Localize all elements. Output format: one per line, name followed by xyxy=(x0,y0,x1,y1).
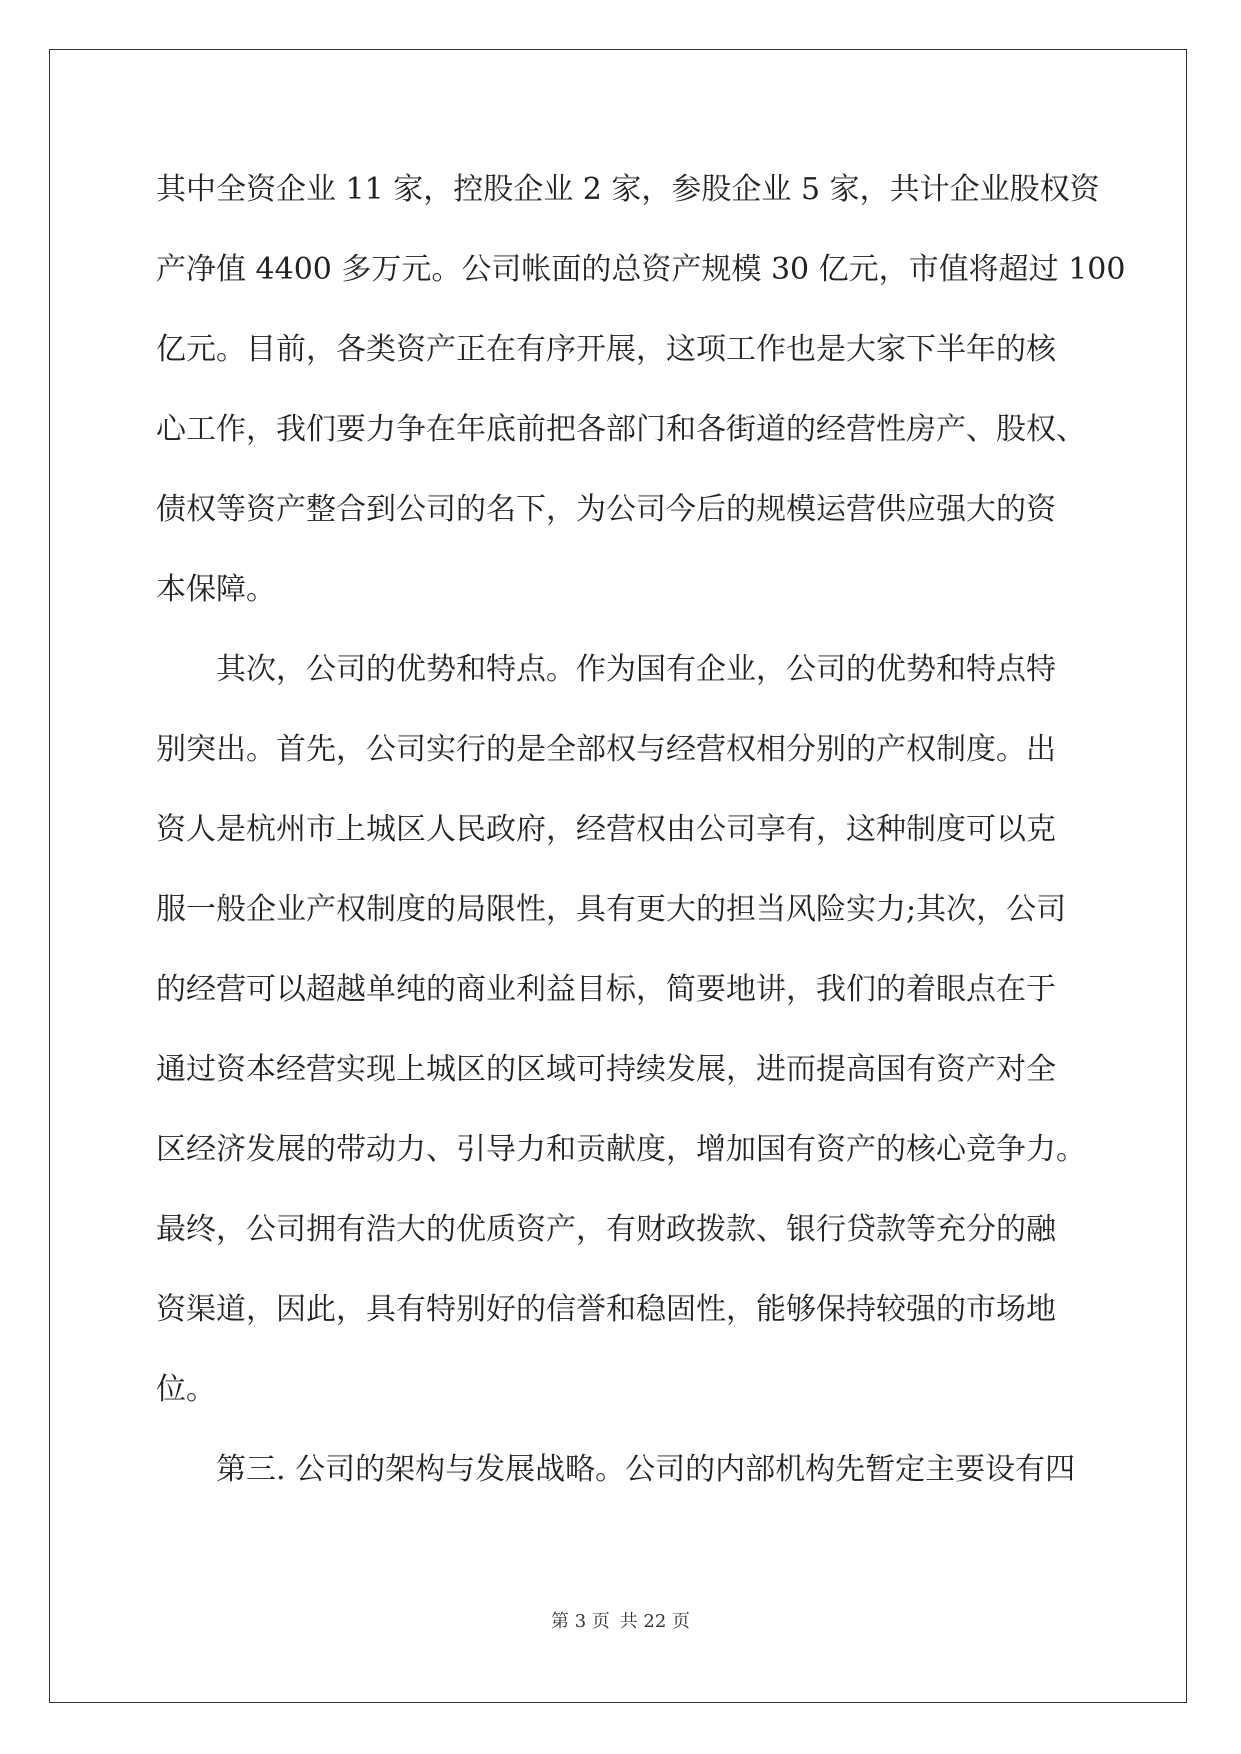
text-line: 别突出。首先，公司实行的是全部权与经营权相分别的产权制度。出 xyxy=(156,732,1056,767)
text-line: 产净值 4400 多万元。公司帐面的总资产规模 30 亿元，市值将超过 100 xyxy=(156,252,1126,287)
text-line: 其中全资企业 11 家，控股企业 2 家，参股企业 5 家，共计企业股权资 xyxy=(156,172,1100,207)
paragraph-first-line: 第三. 公司的架构与发展战略。公司的内部机构先暂定主要设有四 xyxy=(216,1452,1076,1487)
text-line: 的经营可以超越单纯的商业利益目标，简要地讲，我们的着眼点在于 xyxy=(156,972,1056,1007)
page-number: 第 3 页 xyxy=(551,1611,610,1632)
page-footer xyxy=(0,1607,1241,1633)
text-line: 亿元。目前，各类资产正在有序开展，这项工作也是大家下半年的核 xyxy=(156,332,1056,367)
text-line: 资渠道，因此，具有特别好的信誉和稳固性，能够保持较强的市场地 xyxy=(156,1292,1056,1327)
paragraph-first-line: 其次，公司的优势和特点。作为国有企业，公司的优势和特点特 xyxy=(216,652,1056,687)
text-line: 资人是杭州市上城区人民政府，经营权由公司享有，这种制度可以克 xyxy=(156,812,1056,847)
text-line: 通过资本经营实现上城区的区域可持续发展，进而提高国有资产对全 xyxy=(156,1052,1056,1087)
page-total: 共 22 页 xyxy=(619,1611,690,1632)
text-line: 服一般企业产权制度的局限性，具有更大的担当风险实力;其次，公司 xyxy=(156,892,1067,927)
text-line: 心工作，我们要力争在年底前把各部门和各街道的经营性房产、股权、 xyxy=(156,412,1086,447)
text-line: 位。 xyxy=(156,1372,216,1407)
text-line: 债权等资产整合到公司的名下，为公司今后的规模运营供应强大的资 xyxy=(156,492,1056,527)
text-line: 区经济发展的带动力、引导力和贡献度，增加国有资产的核心竞争力。 xyxy=(156,1132,1086,1167)
text-line: 最终，公司拥有浩大的优质资产，有财政拨款、银行贷款等充分的融 xyxy=(156,1212,1056,1247)
text-line: 本保障。 xyxy=(156,572,276,607)
